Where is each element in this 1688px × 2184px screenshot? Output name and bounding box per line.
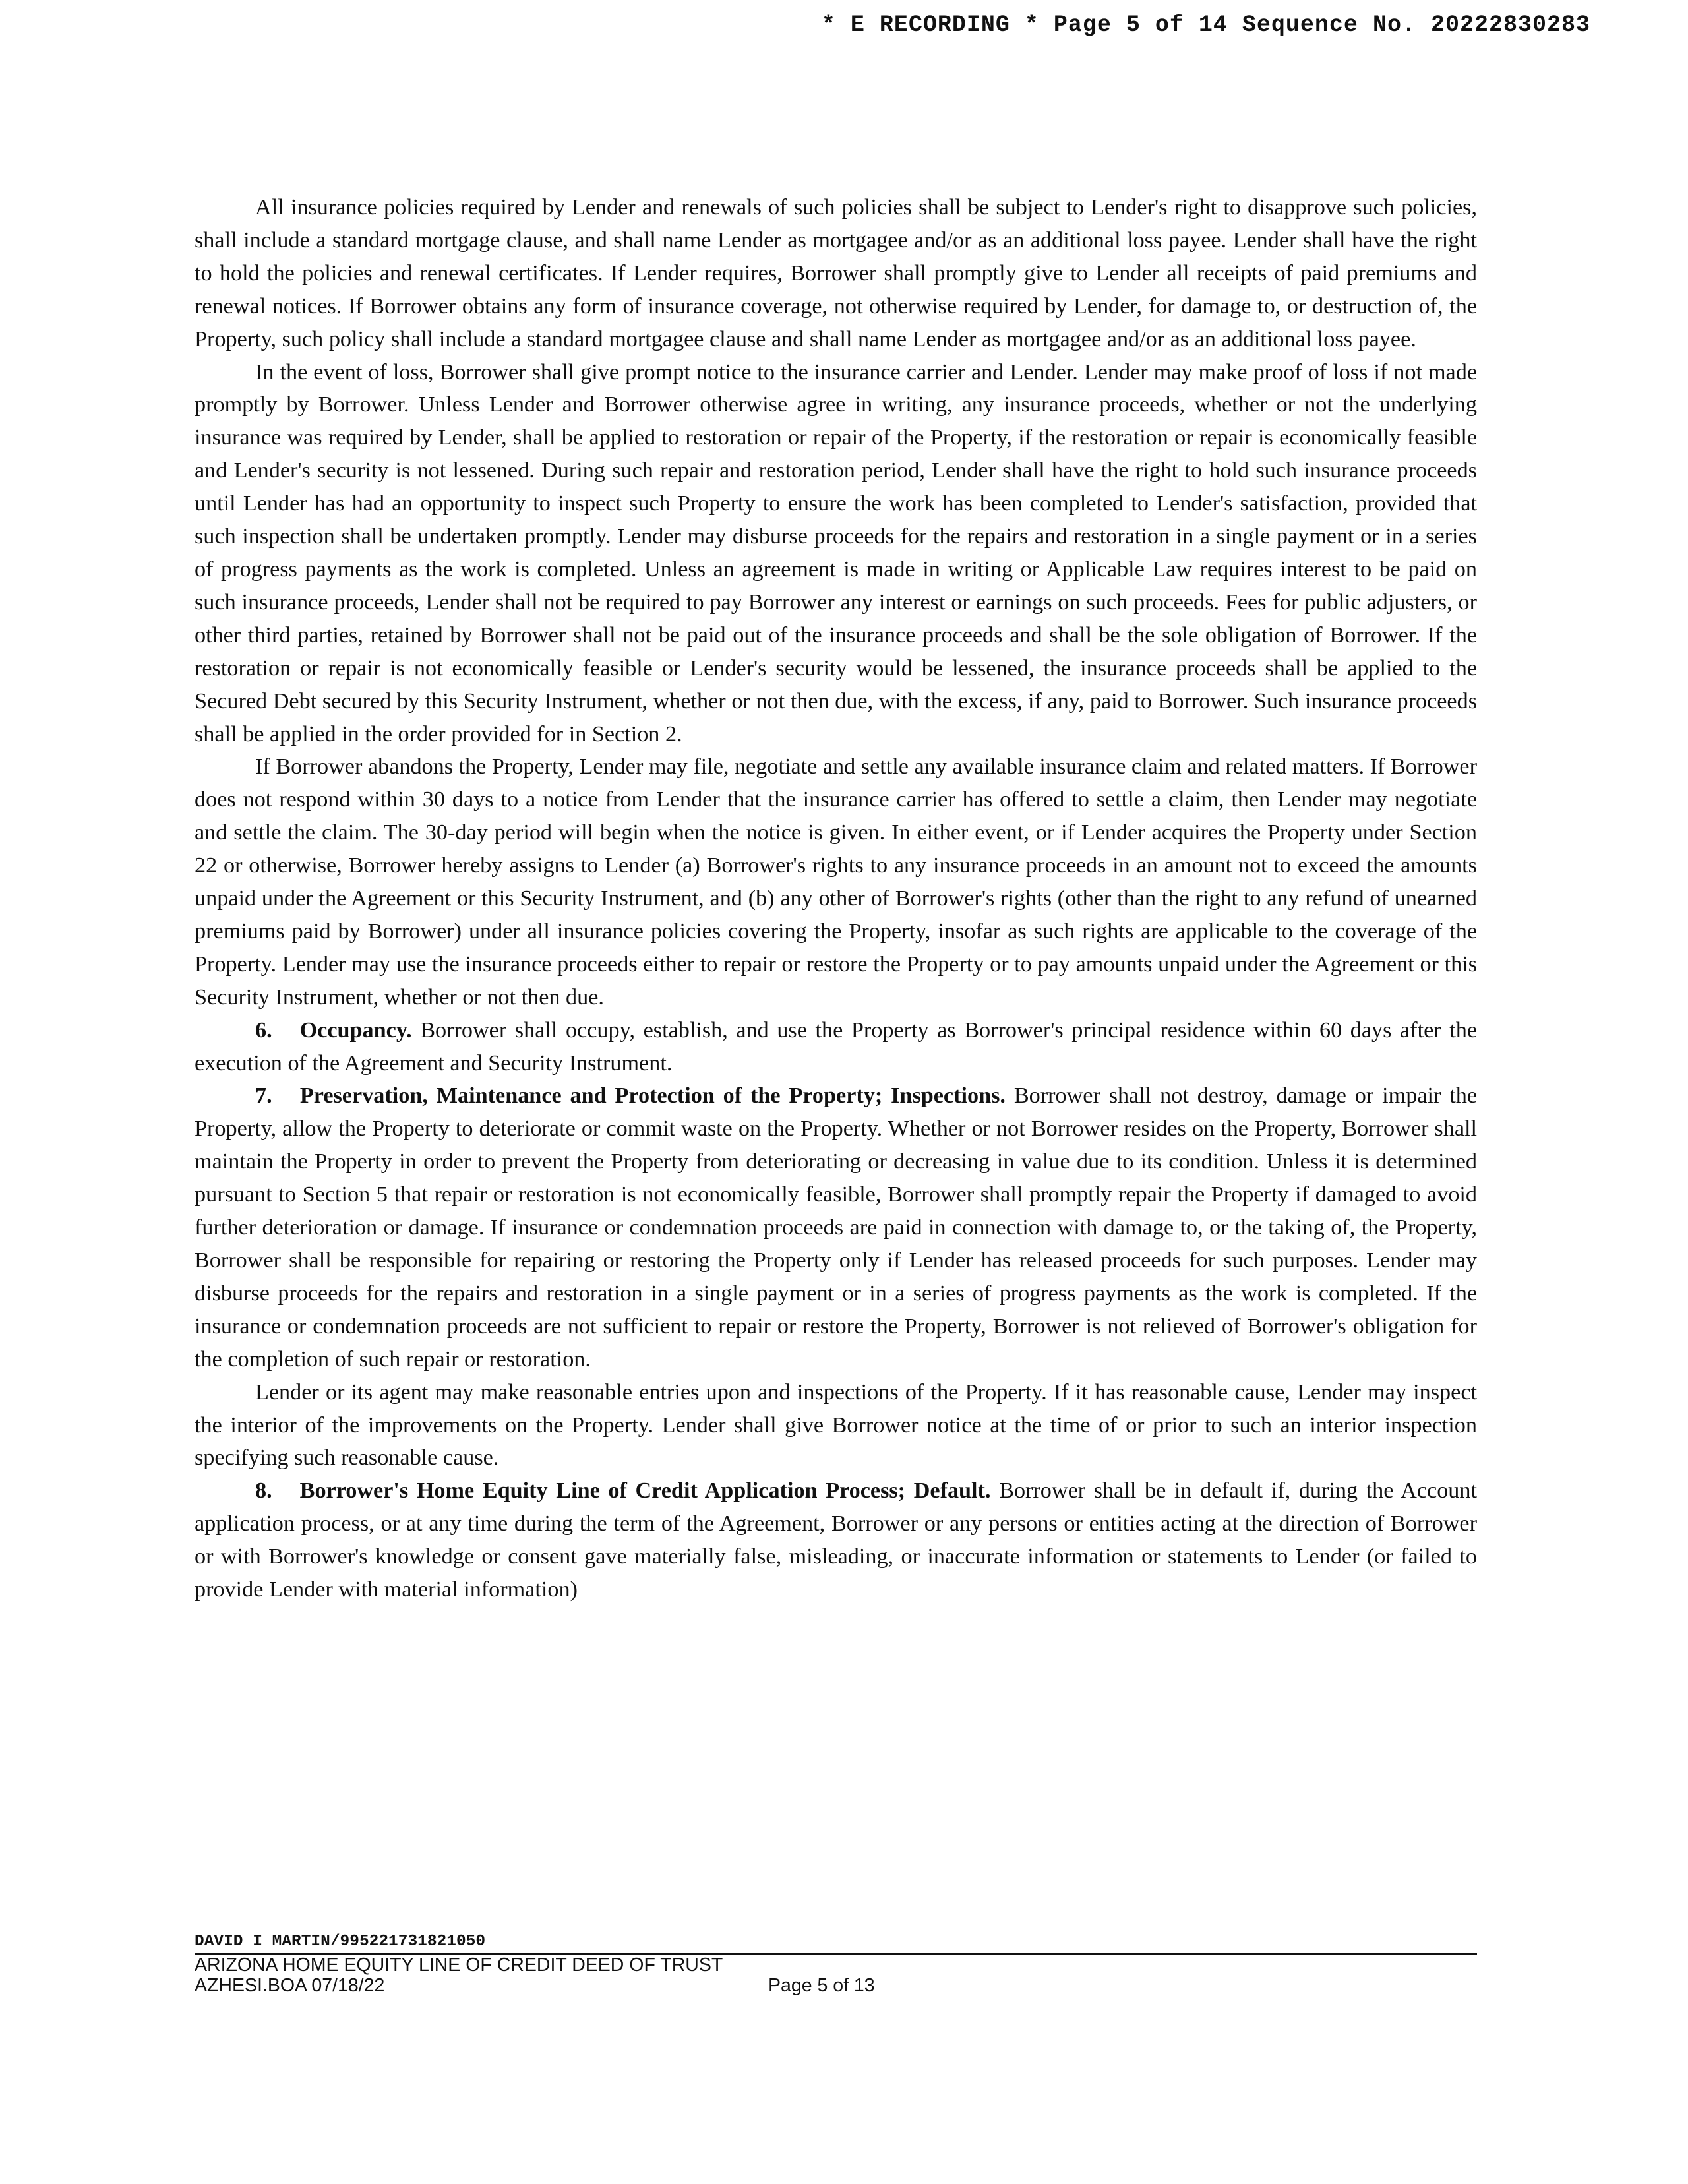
section-8-number: 8.: [255, 1478, 272, 1503]
paragraph-abandonment: If Borrower abandons the Property, Lender may file, negotiate and settle any available insurance claim and related matters. If Borrower does not respond within 30 days to a notice from Lender that the insurance carrier has offered to settle a claim, then Lender may negotiate and settle the claim. The 30-day period will begin when the notice is given. In either event, or if Lender acquires the Property under Section 22 or otherwise, Borrower hereby assigns to Lender (a) Borrower's rights to any insurance proceeds in an amount not to exceed the amounts unpaid under the Agreement or this Security Instrument, and (b) any other of Borrower's rights (other than the right to any refund of unearned premiums paid by Borrower) under all insurance policies covering the Property, insofar as such rights are applicable to the coverage of the Property. Lender may use the insurance proceeds either to repair or restore the Property or to pay amounts unpaid under the Agreement or this Security Instrument, whether or not then due.: [195, 754, 1477, 1010]
section-6-number: 6.: [255, 1017, 272, 1043]
section-7-text: Borrower shall not destroy, damage or impair the Property, allow the Property to deteriorate or commit waste on the Property. Whether or not Borrower resides on the Property, Borrower shall maintain the Property in order to prevent the Property from deteriorating or decreasing in value due to its condition. Unless it is determined pursuant to Section 5 that repair or restoration is not economically feasible, Borrower shall promptly repair the Property if damaged to avoid further deterioration or damage. If insurance or condemnation proceeds are paid in connection with damage to, or the taking of, the Property, Borrower shall be responsible for repairing or restoring the Property only if Lender has released proceeds for such purposes. Lender may disburse proceeds for the repairs and restoration in a single payment or in a series of progress payments as the work is completed. If the insurance or condemnation proceeds are not sufficient to repair or restore the Property, Borrower is not relieved of Borrower's obligation for the completion of such repair or restoration.: [195, 1083, 1478, 1372]
footer-form-row: [195, 1976, 1477, 1996]
borrower-id: DAVID I MARTIN/995221731821050: [195, 1933, 486, 1951]
section-6-title: Occupancy.: [299, 1017, 412, 1043]
section-6-text: Borrower shall occupy, establish, and use the Property as Borrower's principal residence within 60 days after the execution of the Agreement and Security Instrument.: [195, 1017, 1478, 1076]
paragraph-event-of-loss: In the event of loss, Borrower shall give prompt notice to the insurance carrier and Lender. Lender may make proof of loss if not made promptly by Borrower. Unless Lender and Borrower otherwise agree in writing, any insurance proceeds, whether or not the underlying insurance was required by Lender, shall be applied to restoration or repair of the Property, if the restoration or repair is economically feasible and Lender's security is not lessened. During such repair and restoration period, Lender shall have the right to hold such insurance proceeds until Lender has had an opportunity to inspect such Property to ensure the work has been completed to Lender's satisfaction, provided that such inspection shall be undertaken promptly. Lender may disburse proceeds for the repairs and restoration in a single payment or in a series of progress payments as the work is completed. Unless an agreement is made in writing or Applicable Law requires interest to be paid on such insurance proceeds, Lender shall not be required to pay Borrower any interest or earnings on such proceeds. Fees for public adjusters, or other third parties, retained by Borrower shall not be paid out of the insurance proceeds and shall be the sole obligation of Borrower. If the restoration or repair is not economically feasible or Lender's security would be lessened, the insurance proceeds shall be applied to the Secured Debt secured by this Security Instrument, whether or not then due, with the excess, if any, paid to Borrower. Such insurance proceeds shall be applied in the order provided for in Section 2.: [195, 359, 1477, 746]
page-number: Page 5 of 13: [768, 1975, 875, 1996]
section-7-inspections: Lender or its agent may make reasonable entries upon and inspections of the Property. If it has reasonable cause, Lender may inspect the interior of the improvements on the Property. Lender shall give Borrower notice at the time of or prior to such an interior inspection specifying such reasonable cause.: [195, 1380, 1477, 1471]
section-6-occupancy: [195, 1014, 1477, 1080]
section-7-preservation: [195, 1079, 1477, 1376]
section-8-title: Borrower's Home Equity Line of Credit Application Process; Default.: [299, 1478, 991, 1503]
paragraph-insurance-policies: All insurance policies required by Lender and renewals of such policies shall be subject to Lender's right to disapprove such policies, shall include a standard mortgage clause, and shall name Lender as mortgagee and/or as an additional loss payee. Lender shall have the right to hold the policies and renewal certificates. If Lender requires, Borrower shall promptly give to Lender all receipts of paid premiums and renewal notices. If Borrower obtains any form of insurance coverage, not otherwise required by Lender, for damage to, or destruction of, the Property, such policy shall include a standard mortgagee clause and shall name Lender as mortgagee and/or as an additional loss payee.: [195, 195, 1477, 351]
section-8-text: Borrower shall be in default if, during the Account application process, or at any time during the term of the Agreement, Borrower or any persons or entities acting at the direction of Borrower or with Borrower's knowledge or consent gave materially false, misleading, or inaccurate information or statements to Lender (or failed to provide Lender with material information): [195, 1478, 1477, 1602]
document-body: [195, 191, 1477, 1606]
section-8-application-default: [195, 1474, 1477, 1606]
recording-header: * E RECORDING * Page 5 of 14 Sequence No. 20222830283: [821, 12, 1590, 38]
document-title: ARIZONA HOME EQUITY LINE OF CREDIT DEED OF TRUST: [195, 1955, 723, 1976]
section-7-title: Preservation, Maintenance and Protection of the Property; Inspections.: [299, 1083, 1006, 1108]
form-code: AZHESI.BOA 07/18/22: [195, 1975, 385, 1996]
section-7-number: 7.: [255, 1083, 272, 1108]
page-footer: [195, 1932, 1477, 1996]
